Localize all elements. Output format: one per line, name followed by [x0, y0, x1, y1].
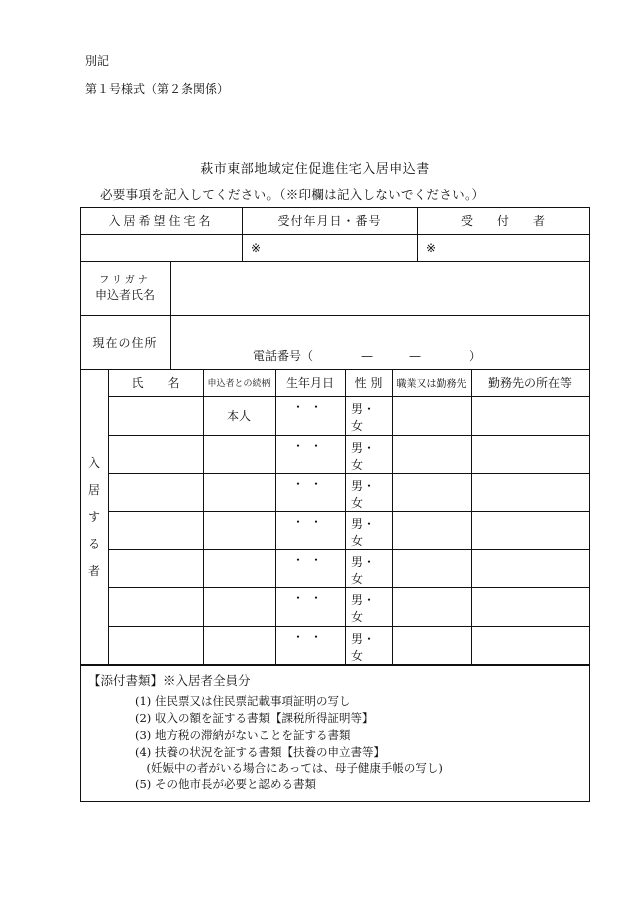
- gender-option-female[interactable]: 女: [351, 458, 364, 472]
- attachment-item: (3) 地方税の滞納がないことを証する書類: [135, 728, 351, 742]
- gender-option-female[interactable]: 女: [351, 572, 364, 586]
- desired-house-field[interactable]: [80, 234, 242, 261]
- column-header-occupation: 職業又は勤務先: [396, 379, 467, 390]
- grid-line: [108, 435, 590, 436]
- header-reception-date: 受付年月日・番号: [277, 214, 382, 228]
- side-char: る: [87, 536, 100, 551]
- reserved-mark: ※: [250, 240, 262, 255]
- applicant-name-field[interactable]: [171, 262, 589, 315]
- gender-option-male[interactable]: 男・: [351, 479, 376, 493]
- attachment-item: (妊娠中の者がいる場合にあっては、母子健康手帳の写し): [135, 761, 443, 775]
- gender-option-male[interactable]: 男・: [351, 517, 376, 531]
- side-char: す: [87, 509, 100, 524]
- address-label: 現在の住所: [92, 335, 158, 350]
- grid-line: [80, 664, 590, 666]
- address-field[interactable]: [171, 316, 589, 346]
- gender-option-female[interactable]: 女: [351, 610, 364, 624]
- grid-line: [392, 369, 393, 665]
- grid-line: [108, 473, 590, 474]
- gender-option-male[interactable]: 男・: [351, 632, 376, 646]
- birthdate-field[interactable]: ・・: [291, 476, 328, 491]
- attachment-item: (5) その他市長が必要と認める書類: [135, 777, 316, 791]
- side-char: 居: [87, 482, 100, 497]
- page-note: 別記: [85, 54, 110, 68]
- side-char: 入: [87, 455, 100, 470]
- form-number: 第１号様式（第２条関係）: [85, 82, 230, 96]
- grid-line: [108, 369, 109, 665]
- column-header-relation: 申込者との続柄: [207, 379, 271, 389]
- attachment-item: (4) 扶養の状況を証する書類【扶養の申立書等】: [135, 745, 385, 759]
- grid-line: [108, 511, 590, 512]
- instruction-text: 必要事項を記入してください。（※印欄は記入しないでください。）: [100, 187, 485, 202]
- gender-option-female[interactable]: 女: [351, 649, 364, 663]
- birthdate-field[interactable]: ・・: [291, 552, 328, 567]
- birthdate-field[interactable]: ・・: [291, 438, 328, 453]
- grid-line: [108, 396, 590, 397]
- grid-line: [80, 801, 590, 802]
- phone-label: 電話番号（ — — ）: [253, 349, 482, 363]
- birthdate-field[interactable]: ・・: [291, 399, 328, 414]
- side-char: 者: [87, 563, 100, 578]
- grid-line: [471, 369, 472, 665]
- furigana-label: フリガナ: [99, 274, 151, 286]
- column-header-birthdate: 生年月日: [285, 376, 334, 390]
- grid-line: [589, 207, 590, 802]
- gender-option-female[interactable]: 女: [351, 419, 364, 433]
- reserved-mark: ※: [425, 240, 437, 255]
- column-header-workplace: 勤務先の所在等: [487, 376, 572, 390]
- gender-option-male[interactable]: 男・: [351, 555, 376, 569]
- relation-self: 本人: [226, 409, 251, 423]
- applicant-name-label: 申込者氏名: [94, 287, 155, 302]
- grid-line: [345, 369, 346, 665]
- page-title: 萩市東部地域定住促進住宅入居申込書: [200, 162, 430, 177]
- header-desired-house: 入居希望住宅名: [108, 214, 214, 228]
- attachments-title: 【添付書類】※入居者全員分: [88, 673, 251, 688]
- grid-line: [108, 549, 590, 550]
- column-header-name: 氏 名: [131, 376, 180, 390]
- gender-option-female[interactable]: 女: [351, 534, 364, 548]
- column-header-gender: 性 別: [354, 376, 383, 390]
- birthdate-field[interactable]: ・・: [291, 629, 328, 644]
- grid-line: [108, 626, 590, 627]
- gender-option-male[interactable]: 男・: [351, 441, 376, 455]
- gender-option-female[interactable]: 女: [351, 496, 364, 510]
- birthdate-field[interactable]: ・・: [291, 590, 328, 605]
- gender-option-male[interactable]: 男・: [351, 593, 376, 607]
- header-receiver: 受 付 者: [460, 214, 545, 228]
- attachment-item: (1) 住民票又は住民票記載事項証明の写し: [135, 694, 351, 708]
- grid-line: [108, 587, 590, 588]
- birthdate-field[interactable]: ・・: [291, 514, 328, 529]
- gender-option-male[interactable]: 男・: [351, 402, 376, 416]
- residents-side-label: [80, 369, 108, 665]
- attachment-item: (2) 収入の額を証する書類【課税所得証明等】: [135, 711, 374, 725]
